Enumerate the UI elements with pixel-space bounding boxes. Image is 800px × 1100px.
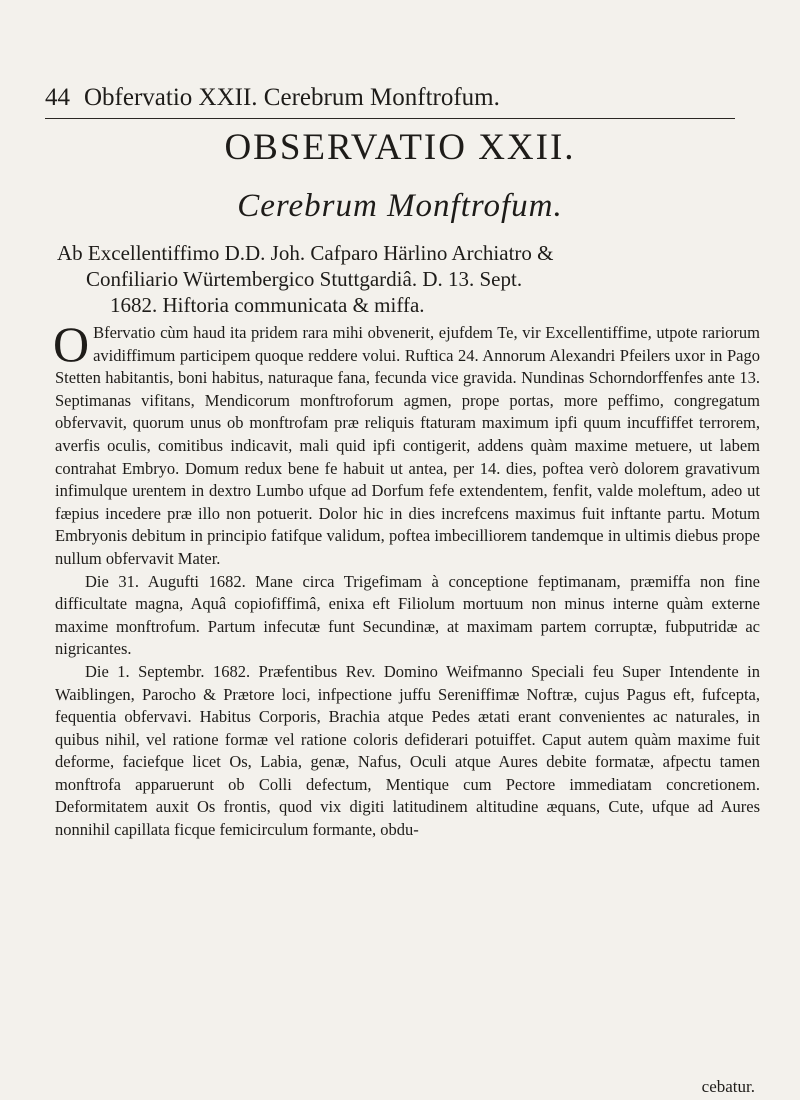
page-number: 44 — [45, 84, 70, 111]
body-text — [53, 316, 760, 842]
paragraph-2-text: Die 31. Augufti 1682. Mane circa Trigefimam à conceptione feptimanam, præmiffa non fine difficultate magna, Aquâ copiofiffimâ, enixa eft Filiolum mortuum non minus interne quàm externe maxime monftrofum. Partum infecutæ funt Secundinæ, at maximam partem corruptæ, fubputridæ ac nigricantes. — [55, 571, 760, 659]
attribution-line-3: 1682. Hiftoria communicata & miffa. — [110, 293, 425, 317]
catchword: cebatur. — [701, 1077, 755, 1096]
running-head — [45, 84, 755, 112]
paragraph-1-text: Bfervatio cùm haud ita pridem rara mihi obvenerit, ejufdem Te, vir Excellentiffime, utpote rariorum avidiffimum participem quoque reddere volui. Ruftica 24. Annorum Alexandri Pfeilers uxor in Pago Stetten habitantis, boni habitus, naturaque fana, fecunda vice gravida. Nundinas Schorndorffenfes ante 13. Septimanas vifitans, Mendicorum monftroforum agmen, prope portas, more peffimo, congregatum obfervavit, quorum unus ob monftrofam præ reliquis ftaturam maximum ipfi quum incuffiffet terrorem, averfis oculis, comitibus indicavit, mali quid ipfi contigerit, addens quàm maxime metuere, ut labem contrahat Embryo. Domum redux bene fe habuit ut antea, per 14. dies, poftea verò dolorem gravativum infimulque urentem in dextro Lumbo ufque ad Dorfum fefe extendentem, fenfit, valde moleftum, adeo ut fæpius incedere præ illo non potuerit. Dolor hic in dies increfcens maximus fuit inftante partu. Motum Embryonis debitum in principio fatifque validum, poftea imbecilliorem tandemque in ultimis diebus prope nullum obfervavit Mater. — [55, 323, 760, 568]
attribution-line-1: Ab Excellentiffimo D.D. Joh. Cafparo Härlino Archiatro & — [57, 241, 554, 265]
observation-title: OBSERVATIO XXII. — [224, 127, 576, 168]
drop-cap: O — [53, 316, 90, 372]
paragraph-1 — [53, 316, 760, 571]
paragraph-3 — [55, 661, 760, 842]
observation-subtitle: Cerebrum Monftrofum. — [237, 188, 563, 224]
running-head-text: Obfervatio XXII. Cerebrum Monftrofum. — [84, 84, 500, 111]
header-rule — [45, 118, 735, 119]
paragraph-3-text: Die 1. Septembr. 1682. Præfentibus Rev. Domino Weifmanno Speciali feu Super Intendente in Waiblingen, Parocho & Prætore loci, infpectione juffu Sereniffimæ Noftræ, cujus Pagus eft, fufcepta, fequentia obfervavi. Habitus Corporis, Brachia atque Pedes ætati erant convenientes ac naturales, in quibus nihil, vel ratione formæ vel ratione coloris defiderari potuiffet. Caput autem quàm maxime fuit deforme, faciefque licet Os, Labia, genæ, Nafus, Oculi atque Aures debite formatæ, afpectu tamen monftrofa apparuerunt ob Colli defectum, Mentique cum Pectore immediatam concretionem. Deformitatem auxit Os frontis, quod vix digiti latitudinem altitudine æquans, Cute, ufque ad Aures nonnihil capillata ficque femicirculum formante, obdu- — [55, 661, 760, 840]
attribution-line-2: Confiliario Würtembergico Stuttgardiâ. D. 13. Sept. — [86, 267, 523, 291]
paragraph-2 — [55, 571, 760, 661]
